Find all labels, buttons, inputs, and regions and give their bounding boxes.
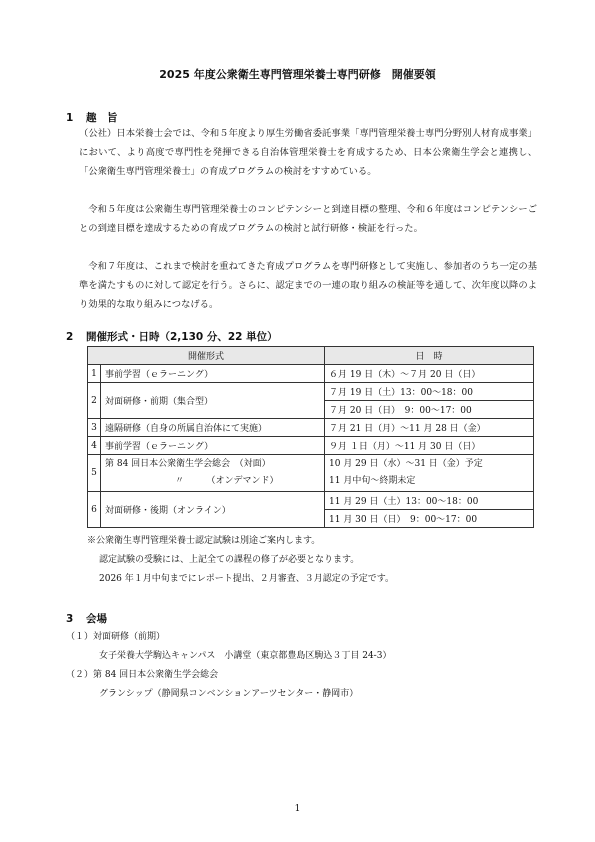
page-number: 1 (294, 804, 301, 814)
table-row (88, 455, 534, 492)
row-date-line: 10 月 29 日（水）～31 日（金）予定 (329, 459, 483, 469)
purpose-paragraph-2: 令和５年度は公衆衛生専門管理栄養士のコンピテンシーと到達目標の整理、令和６年度はコンピテンシーごとの到達目標を達成するための育成プログラムの検討と試行研修・検証を行った。 (79, 204, 537, 234)
purpose-paragraph-3: 令和７年度は、これまで検討を重ねてきた育成プログラムを専門研修として実施し、参加者のうち一定の基準を満たすものに対して認定を行う。さらに、認定までの一連の取り組みの検証等を通して、次年度以降のより効果的な取り組みにつなげる。 (79, 261, 537, 310)
row-date: ６月 19 日（木）～７月 20 日（日） (325, 365, 534, 383)
table-row (88, 383, 534, 401)
section-number: 1 (66, 112, 74, 124)
table-header-row (88, 347, 534, 365)
table-row (88, 492, 534, 510)
row-date: ７月 21 日（月）～11 月 28 日（金） (325, 419, 534, 437)
schedule-table (87, 346, 534, 528)
section-title: 会場 (86, 613, 107, 625)
row-number: 4 (88, 437, 101, 455)
column-header-format: 開催形式 (88, 347, 325, 365)
venue-item-2-detail: グランシップ（静岡県コンベンションアーツセンター・静岡市） (99, 689, 359, 699)
schedule-note-1: ※公衆衛生専門管理栄養士認定試験は別途ご案内します。 (87, 536, 321, 546)
section-number: 3 (66, 613, 74, 625)
section-title: 趣 旨 (86, 112, 118, 124)
column-header-dates: 日 時 (325, 347, 534, 365)
row-format: 対面研修・前期（集合型） (101, 383, 325, 419)
section-purpose-heading (66, 110, 118, 125)
row-format: 事前学習（ｅラーニング） (101, 437, 325, 455)
row-format: 遠隔研修（自身の所属自治体にて実施） (101, 419, 325, 437)
row-format: 対面研修・後期（オンライン） (101, 492, 325, 528)
purpose-paragraph-1: （公社）日本栄養士会では、令和５年度より厚生労働省委託事業「専門管理栄養士専門分野別人材育成事業」において、より高度で専門性を発揮できる自治体管理栄養士を育成するため、日本公衆衛生学会と連携し、「公衆衛生専門管理栄養士」の育成プログラムの検討をすすめている。 (79, 128, 537, 177)
row-number: 1 (88, 365, 101, 383)
row-date: ７月 19 日（土）13：00～18：00 (325, 383, 534, 401)
row-date: ９月 １日（月）～11 月 30 日（日） (325, 437, 534, 455)
row-format (101, 455, 325, 492)
row-format-line: 第 84 回日本公衆衛生学会総会 （対面） (105, 459, 271, 469)
row-date: 11 月 30 日（日） 9：00～17：00 (325, 510, 534, 528)
schedule-note-3: 2026 年１月中旬までにレポート提出、２月審査、３月認定の予定です。 (99, 574, 395, 584)
row-format: 事前学習（ｅラーニング） (101, 365, 325, 383)
table-row (88, 365, 534, 383)
row-number: 5 (88, 455, 101, 492)
section-schedule-heading (66, 329, 278, 344)
table-row (88, 419, 534, 437)
section-number: 2 (66, 331, 74, 343)
venue-item-1-label: （１）対面研修（前期） (66, 632, 166, 642)
row-date: 11 月 29 日（土）13：00～18：00 (325, 492, 534, 510)
section-venue-heading (66, 611, 107, 626)
section-title: 開催形式・日時（2,130 分、22 単位） (86, 331, 278, 343)
document-title: 2025 年度公衆衛生専門管理栄養士専門研修 開催要領 (159, 68, 436, 81)
row-format-line: 〃 （オンデマンド） (175, 476, 279, 486)
venue-item-1-detail: 女子栄養大学駒込キャンパス 小講堂（東京都豊島区駒込３丁目 24-3） (99, 651, 392, 661)
row-number: 6 (88, 492, 101, 528)
venue-item-2-label: （２）第 84 回日本公衆衛生学会総会 (66, 670, 219, 680)
row-date: ７月 20 日（日） 9：00～17：00 (325, 401, 534, 419)
schedule-note-2: 認定試験の受験には、上記全ての課程の修了が必要となります。 (99, 555, 360, 565)
row-date-line: 11 月中旬～終期未定 (329, 476, 416, 486)
table-row (88, 437, 534, 455)
row-date (325, 455, 534, 492)
row-number: 3 (88, 419, 101, 437)
row-number: 2 (88, 383, 101, 419)
